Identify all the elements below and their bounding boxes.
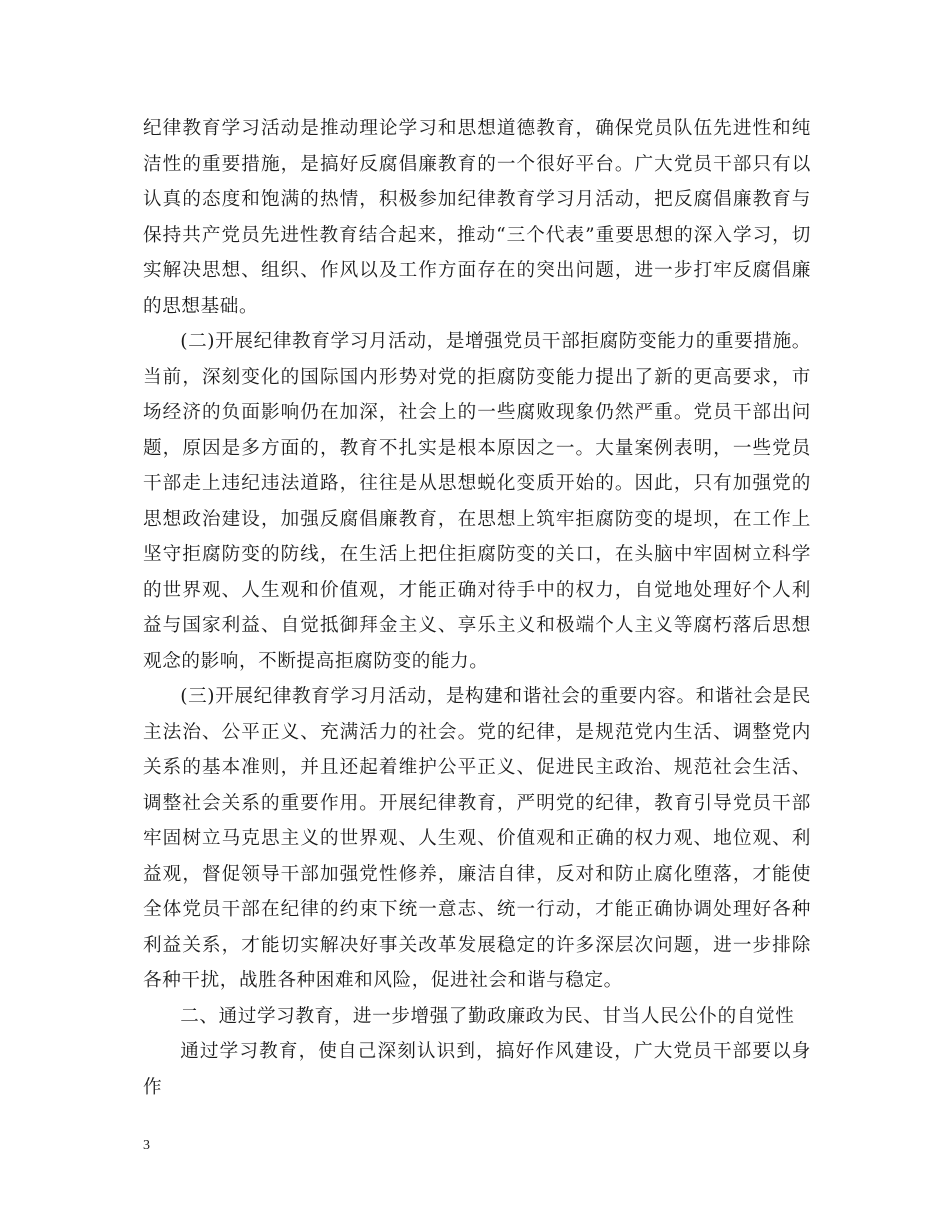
section-heading: 二、通过学习教育，进一步增强了勤政廉政为民、甘当人民公仆的自觉性	[180, 1005, 795, 1027]
paragraph-5: 通过学习教育，使自己深刻认识到，搞好作风建设，广大党员干部要以身作	[143, 1041, 811, 1098]
page-number: 3	[143, 1138, 150, 1153]
document-body	[143, 111, 811, 1105]
paragraph-1: 纪律教育学习活动是推动理论学习和思想道德教育，确保党员队伍先进性和纯洁性的重要措施，是搞好反腐倡廉教育的一个很好平台。广大党员干部只有以认真的态度和饱满的热情，积极参加纪律教育学习月活动，把反腐倡廉教育与保持共产党员先进性教育结合起来，推动“三个代表”重要思想的深入学习，切实解决思想、组织、作风以及工作方面存在的突出问题，进一步打牢反腐倡廉的思想基础。	[143, 118, 811, 317]
paragraph-2: (二)开展纪律教育学习月活动，是增强党员干部拒腐防变能力的重要措施。当前，深刻变化的国际国内形势对党的拒腐防变能力提出了新的更高要求，市场经济的负面影响仍在加深，社会上的一些腐败现象仍然严重。党员干部出问题，原因是多方面的，教育不扎实是根本原因之一。大量案例表明，一些党员干部走上违纪违法道路，往往是从思想蜕化变质开始的。因此，只有加强党的思想政治建设，加强反腐倡廉教育，在思想上筑牢拒腐防变的堤坝，在工作上坚守拒腐防变的防线，在生活上把住拒腐防变的关口，在头脑中牢固树立科学的世界观、人生观和价值观，才能正确对待手中的权力，自觉地处理好个人利益与国家利益、自觉抵御拜金主义、享乐主义和极端个人主义等腐朽落后思想观念的影响，不断提高拒腐防变的能力。	[143, 331, 811, 672]
paragraph-3: (三)开展纪律教育学习月活动，是构建和谐社会的重要内容。和谐社会是民主法治、公平正义、充满活力的社会。党的纪律，是规范党内生活、调整党内关系的基本准则，并且还起着维护公平正义、促进民主政治、规范社会生活、调整社会关系的重要作用。开展纪律教育，严明党的纪律，教育引导党员干部牢固树立马克思主义的世界观、人生观、价值观和正确的权力观、地位观、利益观，督促领导干部加强党性修养，廉洁自律，反对和防止腐化堕落，才能使全体党员干部在纪律的约束下统一意志、统一行动，才能正确协调处理好各种利益关系，才能切实解决好事关改革发展稳定的许多深层次问题，进一步排除各种干扰，战胜各种困难和风险，促进社会和谐与稳定。	[143, 686, 811, 991]
